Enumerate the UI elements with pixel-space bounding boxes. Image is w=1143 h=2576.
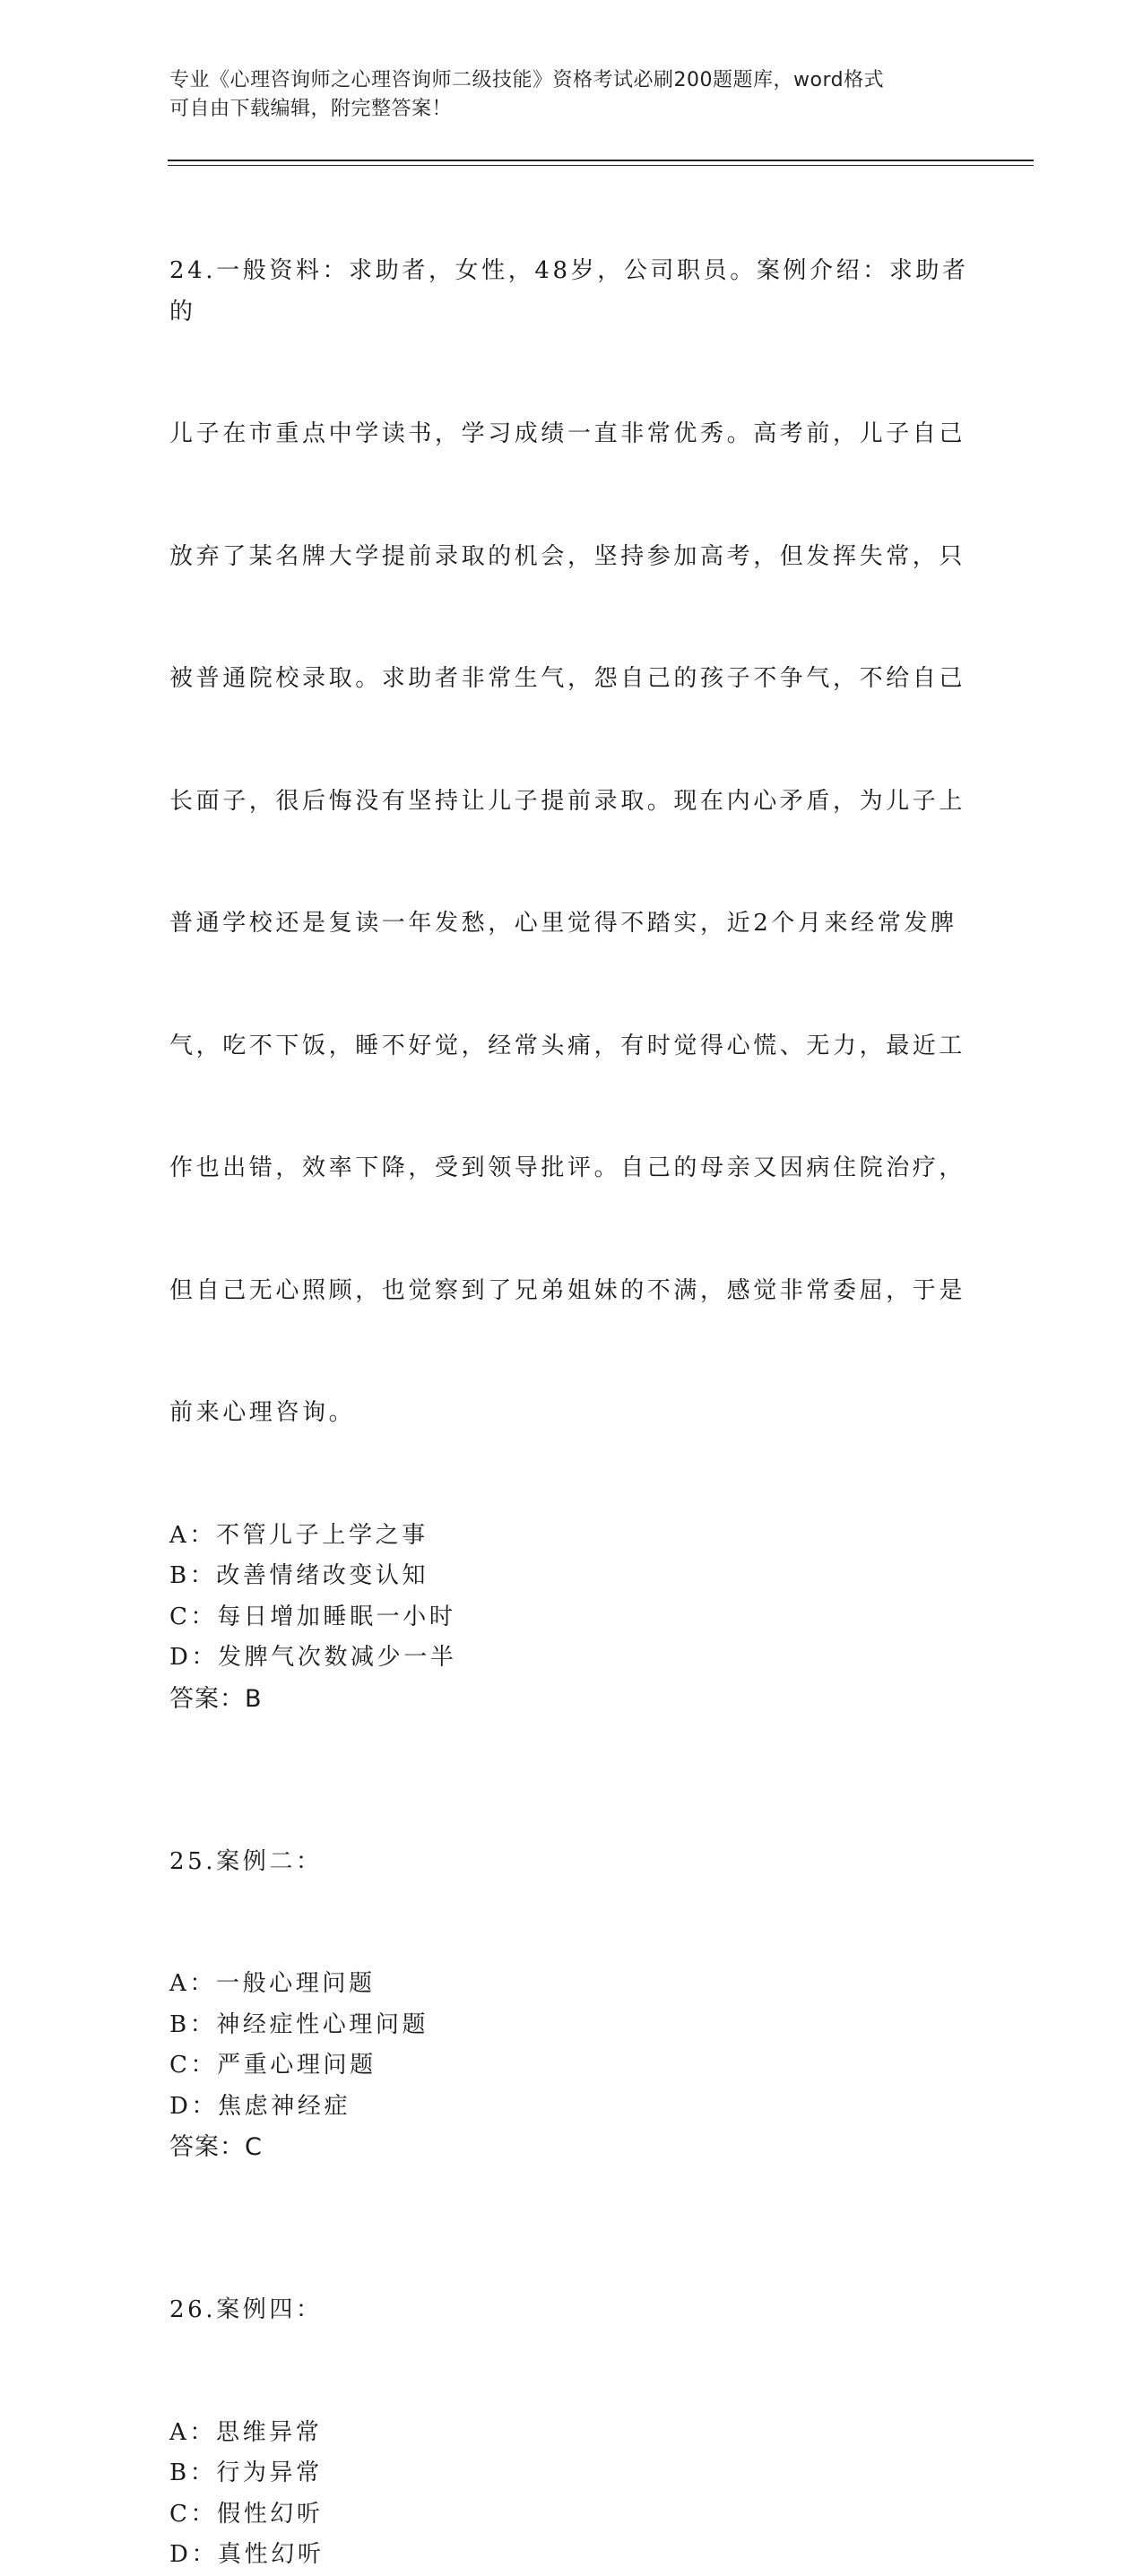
answer-line: 答案：B: [169, 1684, 263, 1713]
question-stem: [169, 1760, 976, 1965]
stem-line: 25.案例二：: [169, 1847, 323, 1875]
question-stem: [169, 169, 976, 1516]
option-a: A：不管儿子上学之事: [169, 1521, 429, 1549]
stem-line: 作也出错，效率下降，受到领导批评。自己的母亲又因病住院治疗，: [169, 1154, 966, 1181]
option-c: C：假性幻听: [169, 2500, 324, 2528]
question-gap: [169, 1719, 976, 1760]
header-rule-thick: [168, 160, 1034, 161]
question-stem: [169, 2209, 976, 2413]
question-list: [169, 169, 976, 2576]
question-26: [169, 2209, 976, 2576]
option-b: B：神经症性心理问题: [169, 2010, 429, 2038]
option-d: D：真性幻听: [169, 2541, 325, 2568]
question-24: [169, 169, 976, 1719]
header-line-2: 可自由下载编辑，附完整答案！: [169, 98, 453, 120]
stem-line: 被普通院校录取。求助者非常生气，怨自己的孩子不争气，不给自己: [169, 665, 966, 692]
document-header: [169, 66, 976, 124]
stem-line: 儿子在市重点中学读书，学习成绩一直非常优秀。高考前，儿子自己: [169, 420, 966, 447]
header-line-1: 专业《心理咨询师之心理咨询师二级技能》资格考试必刷200题题库，word格式: [169, 69, 885, 91]
option-a: A：思维异常: [169, 2418, 323, 2446]
question-gap: [169, 2168, 976, 2209]
stem-line: 前来心理咨询。: [169, 1399, 356, 1426]
answer-line: 答案：C: [169, 2133, 263, 2161]
option-b: B：行为异常: [169, 2459, 323, 2486]
stem-line: 长面子，很后悔没有坚持让儿子提前录取。现在内心矛盾，为儿子上: [169, 787, 966, 815]
stem-line: 气，吃不下饭，睡不好觉，经常头痛，有时觉得心慌、无力，最近工: [169, 1032, 966, 1059]
stem-line: 24.一般资料：求助者，女性，48岁，公司职员。案例介绍：求助者的: [169, 257, 969, 325]
option-c: C：严重心理问题: [169, 2052, 377, 2079]
option-a: A：一般心理问题: [169, 1970, 376, 1997]
header-rule-thin: [168, 165, 1034, 166]
option-d: D：发脾气次数减少一半: [169, 1644, 457, 1671]
question-25: [169, 1760, 976, 2168]
option-c: C：每日增加睡眠一小时: [169, 1603, 456, 1630]
stem-line: 26.案例四：: [169, 2296, 323, 2323]
stem-line: 普通学校还是复读一年发愁，心里觉得不踏实，近2个月来经常发脾: [169, 910, 957, 937]
stem-line: 但自己无心照顾，也觉察到了兄弟姐妹的不满，感觉非常委屈，于是: [169, 1276, 966, 1304]
option-b: B：改善情绪改变认知: [169, 1562, 429, 1589]
stem-line: 放弃了某名牌大学提前录取的机会，坚持参加高考，但发挥失常，只: [169, 542, 966, 570]
option-d: D：焦虑神经症: [169, 2092, 351, 2120]
